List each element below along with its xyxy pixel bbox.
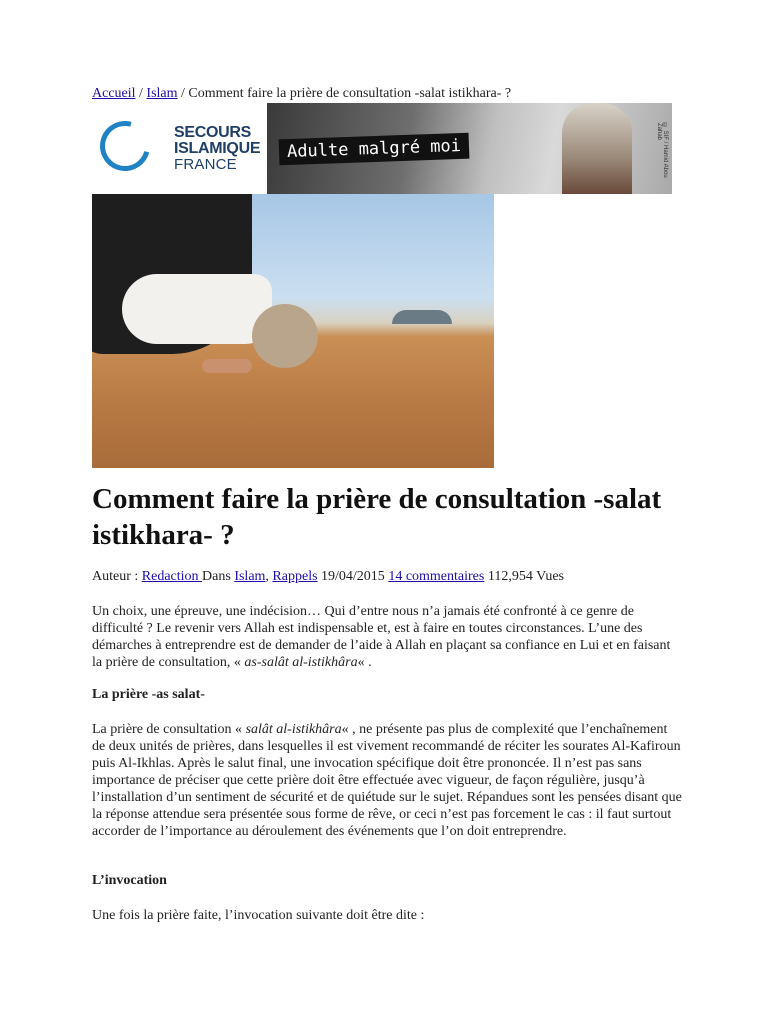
category-prefix: Dans xyxy=(202,569,235,584)
post-date: 19/04/2015 xyxy=(317,569,389,584)
banner-logo xyxy=(92,103,267,194)
image-person-head xyxy=(252,304,318,368)
logo-text xyxy=(174,125,260,172)
breadcrumb xyxy=(92,86,511,102)
ad-banner[interactable] xyxy=(92,103,672,194)
article-meta xyxy=(92,569,564,585)
breadcrumb-islam-link[interactable]: Islam xyxy=(146,86,178,101)
paragraph-priere xyxy=(92,721,682,840)
image-person-robe xyxy=(122,274,272,344)
breadcrumb-home-link[interactable]: Accueil xyxy=(92,86,136,101)
breadcrumb-current: Comment faire la prière de consultation -salat istikhara- ? xyxy=(188,86,512,101)
article-image xyxy=(92,194,494,468)
paragraph-intro xyxy=(92,603,682,671)
author-prefix: Auteur : xyxy=(92,569,142,584)
logo-line2: ISLAMIQUE xyxy=(174,140,261,157)
breadcrumb-separator: / xyxy=(135,86,147,101)
image-person-hand xyxy=(202,359,252,373)
breadcrumb-separator: / xyxy=(177,86,189,101)
category-separator: , xyxy=(265,569,273,584)
paragraph-intro-term: as-salât al-istikhâra xyxy=(244,655,358,670)
category-link-islam[interactable]: Islam xyxy=(234,569,266,584)
paragraph-priere-term: salât al-istikhâra xyxy=(245,722,342,737)
paragraph-intro-text: Un choix, une épreuve, une indécision… Qui d’entre nous n’a jamais été confronté à ce genre de difficulté ? Le revenir vers Allah est indispensable et, est à faire en toutes circonstances. L’une des démarches à entreprendre est de demander de l’aide à Allah en plaçant sa confiance en Lui et en faisant la prière de consultation, « xyxy=(92,604,671,670)
paragraph-priere-start: La prière de consultation « xyxy=(92,722,246,737)
view-count: 112,954 Vues xyxy=(484,569,565,584)
section-heading-invocation: L’invocation xyxy=(92,873,167,888)
paragraph-invocation: Une fois la prière faite, l’invocation suivante doit être dite : xyxy=(92,908,425,923)
author-link[interactable]: Redaction xyxy=(141,569,203,584)
banner-child-image xyxy=(562,103,632,194)
logo-line3: FRANCE xyxy=(174,156,237,173)
comments-link[interactable]: 14 commentaires xyxy=(388,569,485,584)
image-dune xyxy=(392,310,452,324)
logo-ring-icon xyxy=(92,112,159,180)
logo-line1: SECOURS xyxy=(174,124,252,141)
paragraph-priere-text: « , ne présente pas plus de complexité que l’enchaînement de deux unités de prières, dans lesquelles il est vivement recommandé de réciter les sourates Al-Kafiroun puis Al-Ikhlas. Après le salut final, une invocation spécifique doit être prononcée. Il n’est pas sans importance de préciser que cette prière doit être effectuée avec vigueur, de façon régulière, jusqu’à l’installation d’un sentiment de sécurité et de quiétude sur le sujet. Répandues sont les pensées disant que la réponse attendue sera présentée sous forme de rêve, or ceci n’est pas forcement le cas : il faut surtout accorder de l’importance au déroulement des événements que l’on doit entreprendre. xyxy=(92,722,682,839)
banner-slogan: Adulte malgré moi xyxy=(279,133,470,166)
banner-photo xyxy=(267,103,672,194)
banner-credit: © SIF / Hamid Abou Zahab xyxy=(656,123,668,178)
paragraph-intro-end: « . xyxy=(357,655,372,670)
article-title: Comment faire la prière de consultation -salat istikhara- ? xyxy=(92,483,662,551)
section-heading-priere: La prière -as salat- xyxy=(92,687,205,702)
category-link-rappels[interactable]: Rappels xyxy=(272,569,318,584)
